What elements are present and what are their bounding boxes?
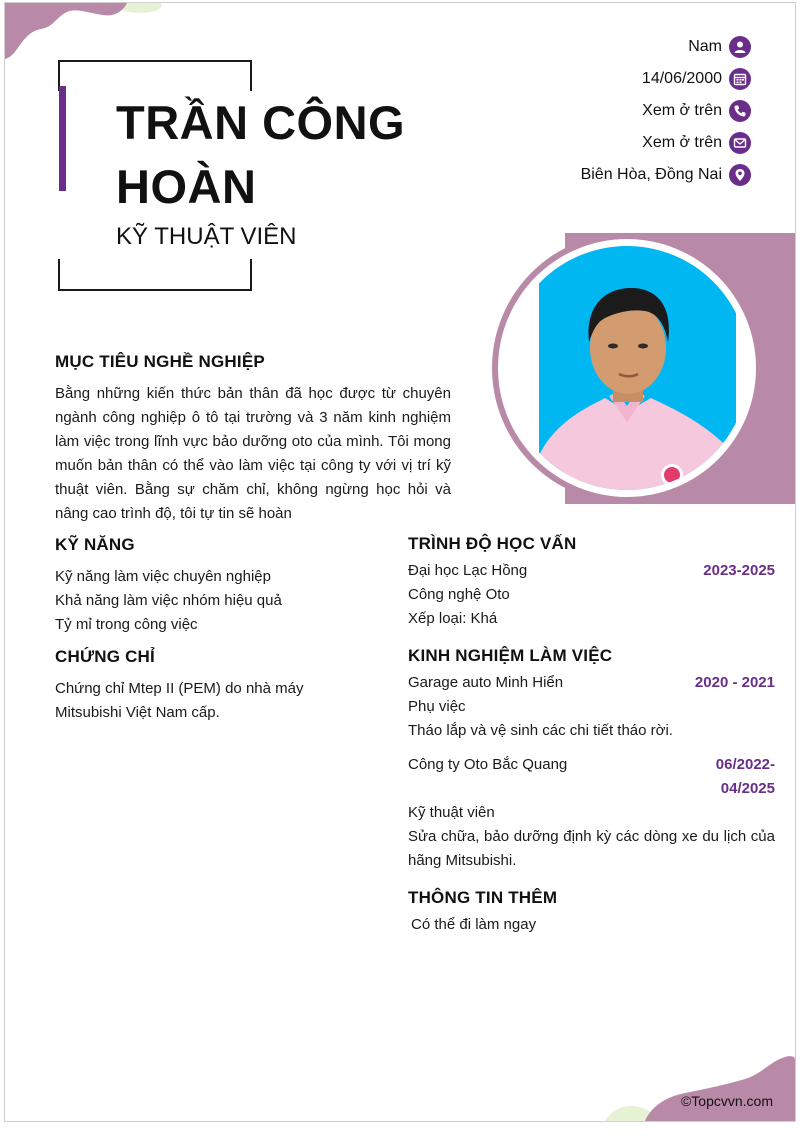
decorative-blob-top-left [5,3,165,63]
extra-info-text: Có thể đi làm ngay [411,916,537,933]
contact-email [581,127,751,159]
experience-job-1 [408,671,775,743]
resume-page [4,2,796,1122]
extra-info-title: THÔNG TIN THÊM [408,888,558,907]
name-accent-bar [59,86,66,191]
address-text: Biên Hòa, Đồng Nai [580,166,722,183]
job-date-start: 06/2022- [715,756,775,773]
phone-text: Xem ở trên [642,102,722,119]
skill-item: Kỹ năng làm việc chuyên nghiệp [55,568,271,585]
name-frame-top [58,60,252,91]
profile-photo [505,246,749,490]
contact-address [581,159,751,191]
job-description: Sửa chữa, bảo dưỡng định kỳ các dòng xe du lịch của hãng Mitsubishi. [408,828,775,869]
decorative-blob-bottom-right [605,1051,795,1121]
education-grade: Xếp loại: Khá [408,610,498,627]
job-date [716,753,775,801]
skills-title: KỸ NĂNG [55,535,135,554]
location-pin-icon [729,164,751,186]
education-title: TRÌNH ĐỘ HỌC VẤN [408,534,577,553]
job-role: Phụ việc [408,698,466,715]
education-block [408,559,775,631]
certificate-line: Chứng chỉ Mtep II (PEM) do nhà máy [55,680,304,697]
certificates-list [55,677,303,725]
job-role: Kỹ thuật viên [408,804,495,821]
calendar-icon [729,68,751,90]
job-company: Garage auto Minh Hiển [408,674,564,691]
certificate-line: Mitsubishi Việt Nam cấp. [55,704,220,721]
candidate-name: TRẦN CÔNG HOÀN [116,96,406,213]
education-major: Công nghệ Oto [408,586,510,603]
phone-icon [729,100,751,122]
gender-text: Nam [688,38,722,55]
mail-icon [729,132,751,154]
objective-title: MỤC TIÊU NGHỀ NGHIỆP [55,352,265,371]
contact-info [581,31,751,191]
copyright: ©Topcvvn.com [680,1093,773,1109]
education-school: Đại học Lạc Hồng [408,562,528,579]
job-date: 2020 - 2021 [694,674,775,691]
email-text: Xem ở trên [642,134,722,151]
skill-item: Tỷ mỉ trong công việc [55,616,198,633]
contact-gender [581,31,751,63]
job-date-end: 04/2025 [720,780,775,797]
job-title: KỸ THUẬT VIÊN [116,223,297,250]
skill-item: Khả năng làm việc nhóm hiệu quả [55,592,282,609]
birthday-text: 14/06/2000 [641,70,722,87]
person-icon [729,36,751,58]
skills-list [55,565,282,637]
objective-text: Bằng những kiến thức bản thân đã học được từ chuyên ngành công nghiệp ô tô tại trường và 3 năm kinh nghiệm làm việc trong lĩnh vực bảo dưỡng oto của mình. Tôi mong muốn bản thân có thể vào làm việc tại công ty với vị trí kỹ thuật viên. Bằng sự chăm chỉ, không ngừng học hỏi và nâng cao trình độ, tôi tự tin sẽ hoàn [55,385,451,522]
job-description: Tháo lắp và vệ sinh các chi tiết tháo rời. [408,722,673,739]
name-frame-bottom [58,259,252,291]
certificates-title: CHỨNG CHỈ [55,647,155,666]
job-company: Công ty Oto Bắc Quang [408,756,568,773]
contact-birthday [581,63,751,95]
experience-job-2 [408,753,775,873]
education-date: 2023-2025 [703,562,775,579]
contact-phone [581,95,751,127]
experience-title: KINH NGHIỆM LÀM VIỆC [408,646,613,665]
